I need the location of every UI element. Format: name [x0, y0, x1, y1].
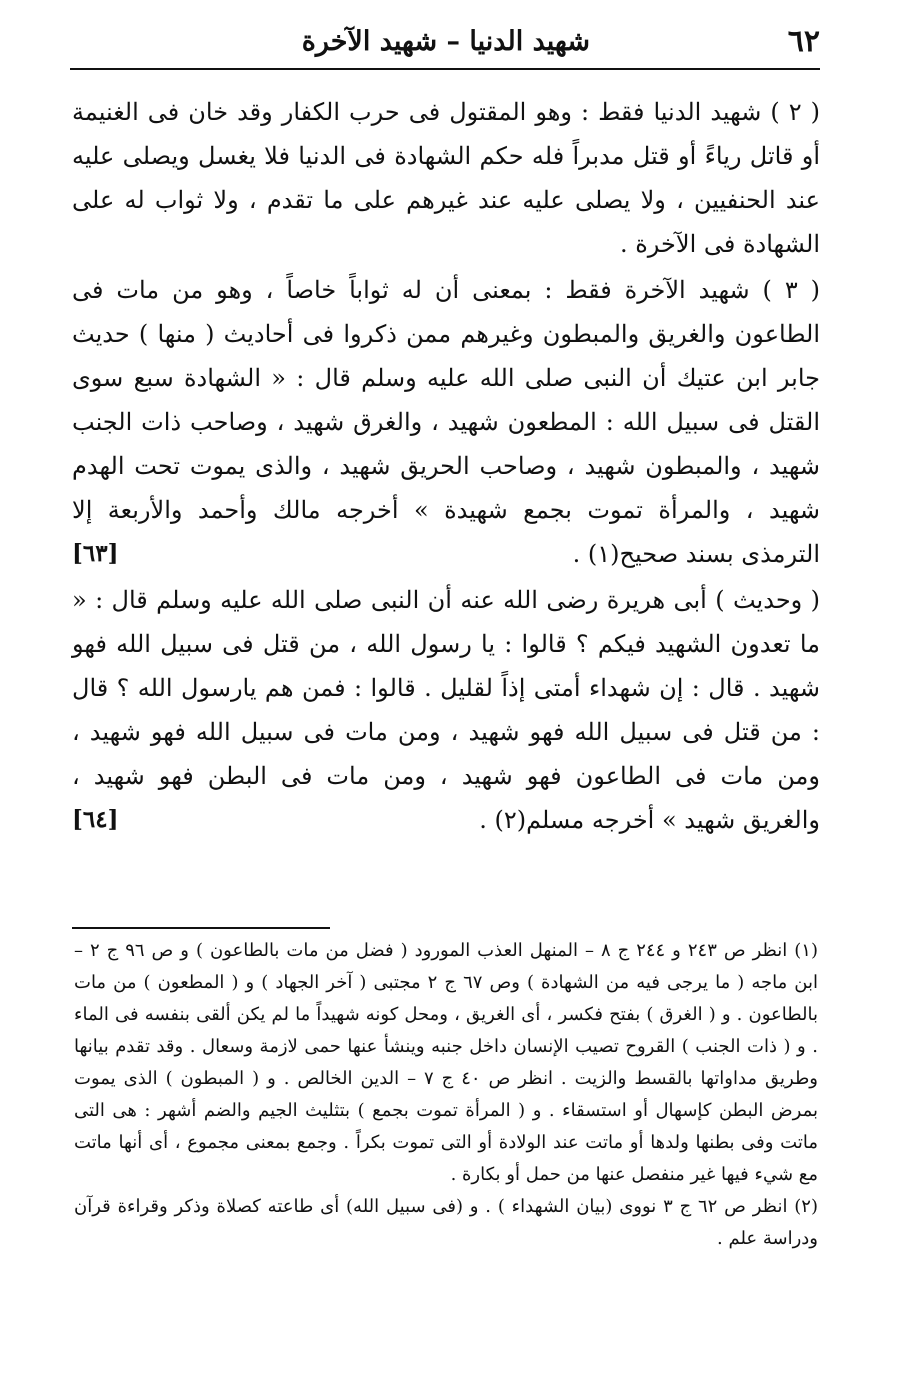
footnote-1: (١) انظر ص ٢٤٣ و ٢٤٤ ج ٨ – المنهل العذب المورود ( فضل من مات بالطاعون ) و ص ٩٦ ج ٢ – ابن ماجه ( ما يرجى فيه من الشهادة ) وص ٦٧ ج ٢ مجتبى ( آخر الجهاد ) و ( المطعون ) من مات بالطاعون . و ( الغرق ) بفتح فكسر ، أى الغريق ، ومحل كونه شهيداً ما لم يكن ألقى بنفسه فى الماء . و ( ذات الجنب ) القروح تصيب الإنسان داخل جنبه وينشأ عنها حمى لازمة وسعال . وقد تقدم بيانها وطريق مداواتها بالقسط والزيت . انظر ص ٤٠ ج ٧ – الدين الخالص . و ( المبطون ) الذى يموت بمرض البطن كإسهال أو استسقاء . و ( المرأة تموت بجمع ) بتثليث الجيم والضم أشهر : هى التى ماتت وفى بطنها ولدها أو ماتت عند الولادة أو التى تموت بكراً . وجمع بمعنى مجموع ، أى أنها ماتت مع شيء فيها غير منفصل عنها من حمل أو بكارة . [74, 940, 818, 1185]
paragraph-abu-hurayra-hadith [72, 578, 820, 842]
hadith-number-marker: [٦٣] [72, 540, 119, 567]
paragraph-text: ( وحديث ) أبى هريرة رضى الله عنه أن النبى صلى الله عليه وسلم قال : « ما تعدون الشهيد فيكم ؟ قالوا : يا رسول الله ، من قتل فى سبيل الله فهو شهيد . قال : إن شهداء أمتى إذاً لقليل . قالوا : فمن هم يارسول الله ؟ قال : من قتل فى سبيل الله فهو شهيد ، ومن مات فى سبيل الله فهو شهيد ، ومن مات فى الطاعون فهو شهيد ، ومن مات فى البطن فهو شهيد ، والغريق شهيد » أخرجه مسلم(٢) . [72, 586, 821, 834]
footnote-divider [72, 927, 330, 929]
running-title: شهيد الدنيا – شهيد الآخرة [301, 26, 590, 57]
paragraph-text: ( ٣ ) شهيد الآخرة فقط : بمعنى أن له ثواباً خاصاً ، وهو من مات فى الطاعون والغريق والمبطون وغيرهم ممن ذكروا فى أحاديث ( منها ) حديث جابر ابن عتيك أن النبى صلى الله عليه وسلم قال : « الشهادة سبع سوى القتل فى سبيل الله : المطعون شهيد ، والغرق شهيد ، وصاحب ذات الجنب شهيد ، والمبطون شهيد ، وصاحب الحريق شهيد ، والذى يموت تحت الهدم شهيد ، والمرأة تموت بجمع شهيدة » أخرجه مالك وأحمد والأربعة إلا الترمذى بسند صحيح(١) . [72, 276, 820, 568]
page-header [70, 18, 820, 70]
hadith-number-marker: [٦٤] [72, 806, 119, 833]
paragraph-hereafter-martyr [72, 268, 820, 576]
footnotes [74, 935, 818, 1255]
paragraph-worldly-martyr [72, 90, 820, 266]
page-number: ٦٢ [787, 24, 820, 59]
paragraph-text: ( ٢ ) شهيد الدنيا فقط : وهو المقتول فى حرب الكفار وقد خان فى الغنيمة أو قاتل رياءً أو قتل مدبراً فله حكم الشهادة فى الدنيا فلا يغسل ويصلى عليه عند الحنفيين ، ولا يصلى عليه عند غيرهم على ما تقدم ، ولا ثواب له على الشهادة فى الآخرة . [72, 98, 821, 258]
main-text [72, 90, 820, 842]
footnote-2: (٢) انظر ص ٦٢ ج ٣ نووى (بيان الشهداء ) . و (فى سبيل الله) أى طاعته كصلاة وذكر وقراءة قرآن ودراسة علم . [74, 1196, 818, 1249]
